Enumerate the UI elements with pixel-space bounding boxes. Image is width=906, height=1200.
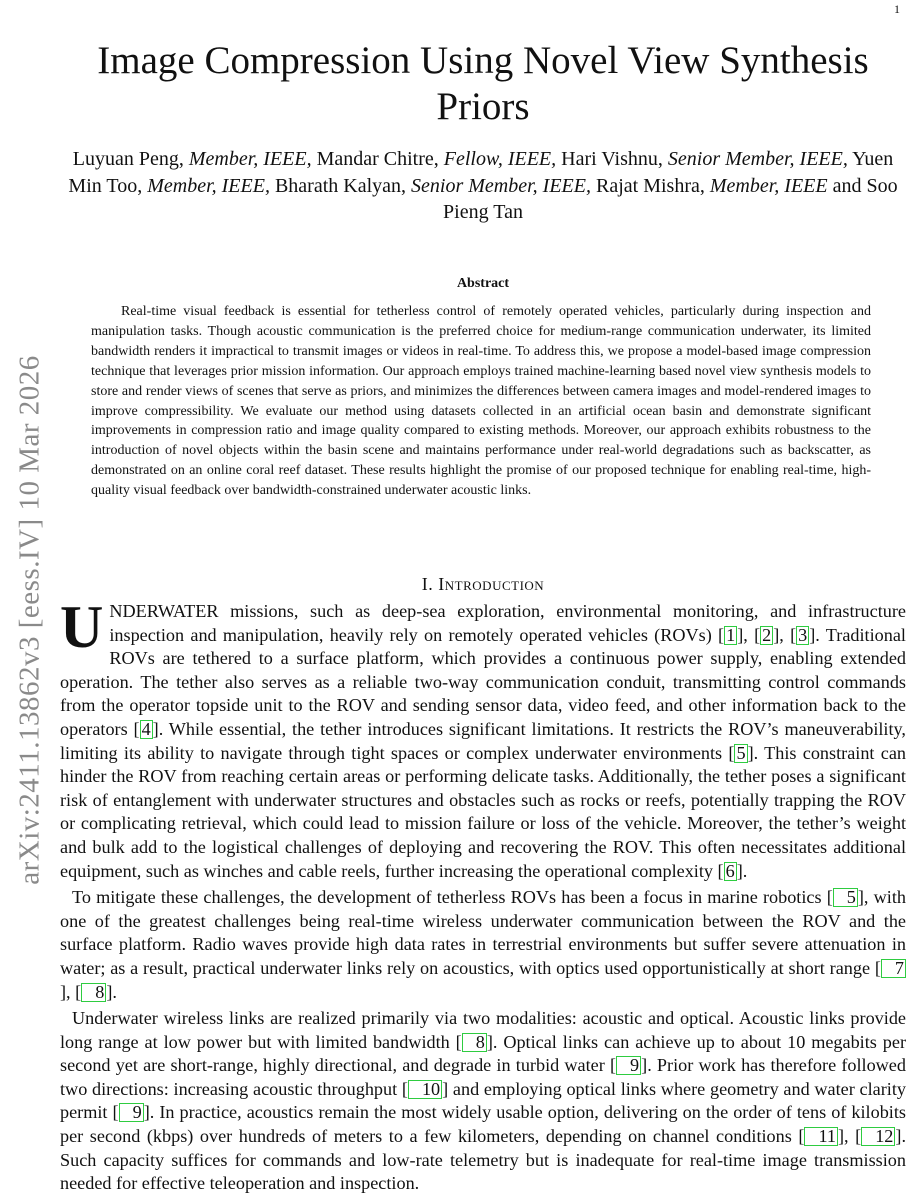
abstract-heading: Abstract xyxy=(456,276,510,291)
citation-link[interactable]: 7 xyxy=(881,959,906,978)
author-affiliation: Fellow, IEEE, xyxy=(443,148,557,170)
author-name: Bharath Kalyan, xyxy=(274,174,412,197)
author-name: Rajat Mishra, xyxy=(595,174,710,197)
author-name: Mandar Chitre, xyxy=(316,148,444,170)
author-list xyxy=(60,146,906,226)
section-title: Introduction xyxy=(438,574,545,594)
paper-title: Image Compression Using Novel View Synthesis Priors xyxy=(97,39,869,128)
author-affiliation: Member, IEEE, xyxy=(188,148,312,170)
citation-link[interactable]: 8 xyxy=(462,1033,487,1052)
citation-link[interactable]: 9 xyxy=(616,1056,641,1075)
author-name: Yuen Min Too, xyxy=(68,148,894,197)
author-affiliation: Member, IEEE, xyxy=(147,174,270,197)
citation-link[interactable]: 3 xyxy=(798,624,808,645)
author-name: and Soo Pieng Tan xyxy=(443,174,898,223)
author-name: Hari Vishnu, xyxy=(561,148,668,170)
abstract-body: Real-time visual feedback is essential for tetherless control of remotely operated vehicles, particularly during inspection and manipulation tasks. Though acoustic communication is the preferred choice for medium-range communication underwater, its limited bandwidth renders it impractical to transmit images or videos in real-time. To address this, we propose a model-based image compression technique that leverages prior mission information. Our approach employs trained machine-learning based novel view synthesis models to store and render views of scenes that serve as priors, and minimizes the differences between camera images and model-rendered images to improve compressibility. We evaluate our method using datasets collected in an artificial ocean basin and demonstrate significant improvements in compression ratio and image quality compared to existing methods. Moreover, our approach exhibits robustness to the introduction of novel objects within the basin scene and maintains performance under real-world degradations such as backscatter, as demonstrated on an online coral reef dataset. These results highlight the promise of our proposed technique for enabling real-time, high-quality visual feedback over bandwidth-constrained underwater acoustic links. xyxy=(91,304,871,499)
author-affiliation: Member, IEEE xyxy=(709,174,828,197)
section-number: I. xyxy=(421,574,434,594)
citation-link[interactable]: 4 xyxy=(141,718,151,739)
body-paragraph: Underwater wireless links are realized primarily via two modalities: acoustic and optical. Acoustic links provide long range at low power but with limited bandwidth [ 8 ]. Optical links can achieve up to about 10 megabits per second yet are short-range, highly directional, and degrade in turbid water [ 9 ]. Prior work has therefore followed two directions: increasing acoustic throughput [ 10 ] and employing optical links where geometry and water clarity permit [ 9 ]. In practice, acoustics remain the most widely usable option, delivering on the order of tens of kilobits per second (kbps) over hundreds of meters to a few kilometers, depending on channel conditions [ 11 ], [ 12 ]. Such capacity suffices for commands and low-rate telemetry but is inadequate for real-time image transmission needed for effective teleoperation and inspection. xyxy=(60,1008,906,1194)
citation-link[interactable]: 2 xyxy=(762,624,772,645)
citation-link[interactable]: 6 xyxy=(725,860,735,881)
arxiv-side-stamp: arXiv:2411.13862v3 [eess.IV] 10 Mar 2026 xyxy=(13,355,46,885)
citation-link[interactable]: 1 xyxy=(726,624,736,645)
citation-link[interactable]: 5 xyxy=(833,888,858,907)
body-paragraph: UNDERWATER missions, such as deep-sea exploration, environmental monitoring, and infrastructure inspection and manipulation, heavily rely on remotely operated vehicles (ROVs) [ 1 ], [ 2 ], [ 3 ]. Traditional ROVs are tethered to a surface platform, which provides a continuous power supply, enabling extended operation. The tether also serves as a reliable two-way communication conduit, transmitting control commands from the operator topside unit to the ROV and sending sensor data, video feed, and other information back to the operators [ 4 ]. While essential, the tether introduces significant limitations. It restricts the ROV’s maneuverability, limiting its ability to navigate through tight spaces or complex underwater environments [ 5 ]. This constraint can hinder the ROV from reaching certain areas or performing delicate tasks. Additionally, the tether poses a significant risk of entanglement with underwater structures and obstacles such as rocks or reefs, potentially trapping the ROV or complicating retrieval, which could lead to mission failure or loss of the vehicle. Moreover, the tether’s weight and bulk add to the logistical challenges of deploying and recovering the ROV. This often necessitates additional equipment, such as winches and cable reels, further increasing the operational complexity [ 6 ]. xyxy=(60,594,906,881)
citation-link[interactable]: 9 xyxy=(119,1103,144,1122)
citation-link[interactable]: 8 xyxy=(81,983,106,1002)
page-number: 1 xyxy=(894,2,900,16)
citation-link[interactable]: 10 xyxy=(408,1080,442,1099)
section-heading xyxy=(60,574,906,595)
introduction-body xyxy=(60,594,906,1199)
author-name: Luyuan Peng, xyxy=(72,148,189,170)
body-paragraph: To mitigate these challenges, the development of tetherless ROVs has been a focus in marine robotics [ 5 ], with one of the greatest challenges being real-time wireless underwater communication between the ROV and the surface platform. Radio waves provide high data rates in terrestrial environments but suffer severe attenuation in water; as a result, practical underwater links rely on acoustics, with optics used opportunistically at short range [ 7], [ 8 ]. xyxy=(60,887,906,1002)
citation-link[interactable]: 11 xyxy=(804,1127,838,1146)
author-affiliation: Senior Member, IEEE, xyxy=(667,148,848,170)
author-affiliation: Senior Member, IEEE, xyxy=(411,174,591,197)
dropcap-letter: U xyxy=(60,594,104,660)
citation-link[interactable]: 12 xyxy=(861,1127,895,1146)
citation-link[interactable]: 5 xyxy=(736,742,746,763)
